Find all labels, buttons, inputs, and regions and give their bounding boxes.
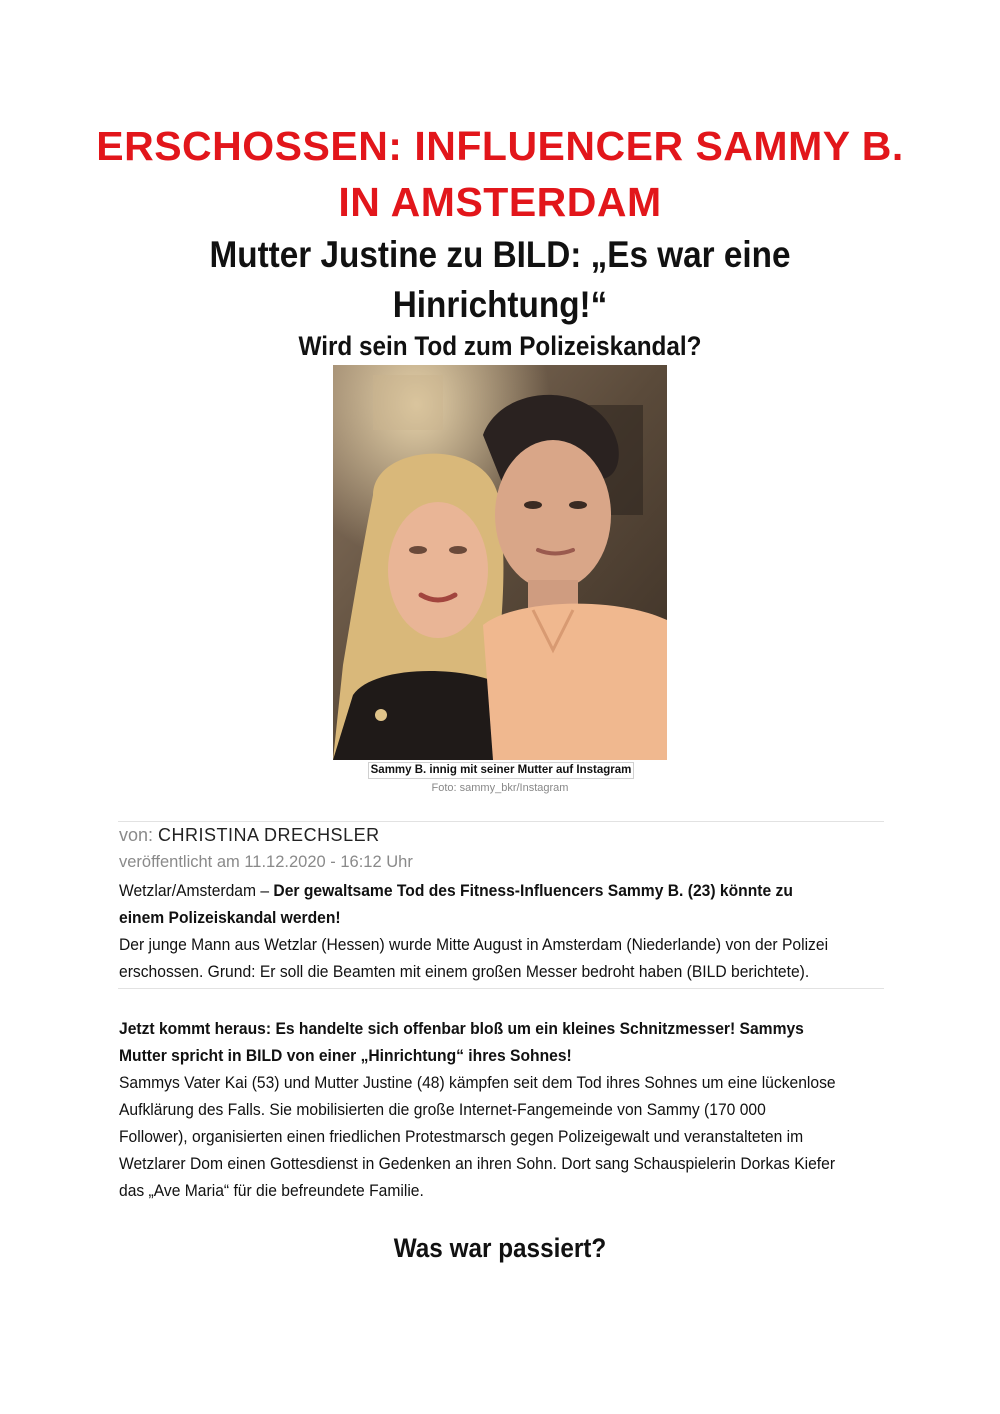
paragraph-bold: Jetzt kommt heraus: Es handelte sich offenbar bloß um ein kleines Schnitzmesser! Sammys Mutter spricht in BILD von einer „Hinrichtung“ ihres Sohnes! <box>119 1019 804 1065</box>
publish-date: veröffentlicht am 11.12.2020 - 16:12 Uhr <box>119 853 413 871</box>
lead-paragraph <box>119 877 837 985</box>
photo-credit: Foto: sammy_bkr/Instagram <box>431 782 569 794</box>
author-link[interactable]: CHRISTINA DRECHSLER <box>158 825 380 845</box>
lead-bold: Der gewaltsame Tod des Fitness-Influencers Sammy B. (23) könnte zu einem Polizeiskandal werden! <box>119 881 793 927</box>
article-headline: Mutter Justine zu BILD: „Es war eine Hinrichtung!“ <box>209 234 791 325</box>
article-photo <box>333 365 667 760</box>
paragraph-body: Sammys Vater Kai (53) und Mutter Justine (48) kämpfen seit dem Tod ihres Sohnes um eine lückenlose Aufklärung des Falls. Sie mobilisierten die große Internet-Fangemeinde von Sammy (170 000 Follower), organisierten einen friedlichen Protestmarsch gegen Polizeigewalt und veranstalteten im Wetzlarer Dom einen Gottesdienst in Gedenken an ihren Sohn. Dort sang Schauspielerin Dorkas Kiefer das „Ave Maria“ für die befreundete Familie. <box>119 1073 836 1200</box>
body-paragraph <box>119 1015 837 1204</box>
lead-location: Wetzlar/Amsterdam – <box>119 881 270 900</box>
divider <box>118 821 884 822</box>
lead-body: Der junge Mann aus Wetzlar (Hessen) wurde Mitte August in Amsterdam (Niederlande) von der Polizei erschossen. Grund: Er soll die Beamten mit einem großen Messer bedroht haben (BILD berichtete). <box>119 935 829 981</box>
byline-label: von: <box>119 825 154 845</box>
section-title: Was war passiert? <box>393 1233 607 1263</box>
article-subheadline: Wird sein Tod zum Polizeiskandal? <box>298 331 702 361</box>
photo-caption: Sammy B. innig mit seiner Mutter auf Instagram <box>368 762 634 779</box>
article-kicker: ERSCHOSSEN: INFLUENCER SAMMY B. IN AMSTERDAM <box>96 123 904 225</box>
byline <box>119 824 380 846</box>
divider <box>118 988 884 989</box>
